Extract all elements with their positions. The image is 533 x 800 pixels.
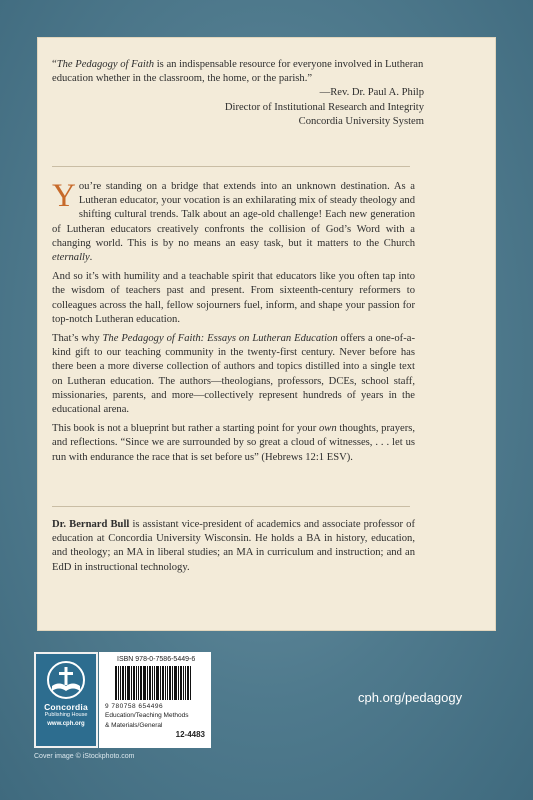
divider-top: [52, 166, 410, 167]
divider-bottom: [52, 506, 410, 507]
website-link[interactable]: cph.org/pedagogy: [358, 690, 463, 705]
author-bio: [52, 518, 415, 575]
paragraph-4-text: thoughts, prayers, and reflections. “Since we are surrounded by so great a cloud of witnesses, . . . let us run with endurance the race that is set before us” (Hebrews 12:1 ESV).: [52, 423, 415, 463]
quote-body: is an indispensable resource for everyone involved in Lutheran education whether in the classroom, the home, or the parish.”: [52, 59, 424, 85]
quote-book-title: The Pedagogy of Faith: [56, 59, 155, 70]
barcode-block: [99, 652, 211, 748]
book-cross-logo-icon: [46, 660, 86, 700]
drop-cap: Y: [52, 178, 76, 214]
publisher-logo: [34, 652, 98, 748]
isbn: ISBN 978-0-7586-5449-6: [117, 656, 196, 663]
paragraph-4-lead: This book is not a blueprint but rather a starting point for your: [52, 423, 319, 435]
barcode-icon: [115, 666, 205, 702]
subject-category-2: & Materials/General: [105, 721, 163, 729]
paragraph-1-emphasis: eternally: [52, 252, 90, 264]
paragraph-2: And so it’s with humility and a teachable spirit that educators like you often tap into the wisdom of teachers past and present. From sixteenth-century reformers to colleagues across the hall, fellow sojourners fuel, inform, and shape your passion for top-notch Lutheran education.: [52, 271, 415, 325]
paragraph-4-emphasis: own: [318, 423, 337, 435]
barcode-digits: 9 780758 654496: [105, 703, 164, 710]
paragraph-3-text: offers a one-of-a-kind gift to our teaching community in the twenty-first century. Never before has there been a more diverse collection of authors and topics distilled into a single text on Lutheran education. The authors—theologians, professors, DCEs, school staff, missionaries, parents, and more—collectively represent hundreds of years in the educational arena.: [52, 333, 415, 416]
quote-author: —Rev. Dr. Paul A. Philp: [319, 87, 424, 99]
paragraph-4: [52, 422, 415, 465]
quote-text: “The Pedagogy of Faith is an indispensable resource for everyone involved in Lutheran education whether in the classroom, the home, or the parish.”: [52, 59, 424, 85]
quote-author-org: Concordia University System: [298, 115, 424, 127]
description-text: [52, 180, 415, 470]
paragraph-1: You’re standing on a bridge that extends into an unknown destination. As a Lutheran educator, your vocation is an exhilarating mix of steady theology and shifting cultural trends. Talk about an age-old challenge! Each new generation of Lutheran educators creatively confronts the collision of God’s Word with a changing world. This is by no means an easy task, but it matters to the Church eternally.: [52, 178, 415, 264]
product-code: 12-4483: [175, 730, 205, 739]
endorsement-quote: [52, 58, 424, 129]
publisher-name: Concordia: [44, 702, 88, 712]
paragraph-1-text: ou’re standing on a bridge that extends into an unknown destination. As a Lutheran educator, your vocation is an exhilarating mix of steady theology and shifting cultural trends. Talk about an age-old challenge! Each new generation of Lutheran educators creatively confronts the collision of God’s Word with a changing world. This is by no means an easy task, but it matters to the Church: [52, 181, 415, 249]
publisher-sub: Publishing House: [44, 712, 88, 718]
paragraph-3: [52, 332, 415, 417]
cover-image-credit: Cover image © iStockphoto.com: [34, 753, 135, 760]
author-bio-text: is assistant vice-president of academics and associate professor of education at Concordia University Wisconsin. He holds a BA in history, education, and theology; an MA in liberal studies; an MA in curriculum and instruction; and an EdD in instructional technology.: [52, 519, 415, 573]
quote-author-role: Director of Institutional Research and Integrity: [224, 101, 424, 113]
publisher-url: www.cph.org: [47, 721, 85, 727]
paragraph-3-lead: That’s why: [52, 333, 103, 345]
subject-category-1: Education/Teaching Methods: [105, 712, 189, 719]
paragraph-3-book-title: The Pedagogy of Faith: Essays on Lutheran Education: [102, 333, 338, 345]
author-name: Dr. Bernard Bull: [52, 519, 130, 530]
